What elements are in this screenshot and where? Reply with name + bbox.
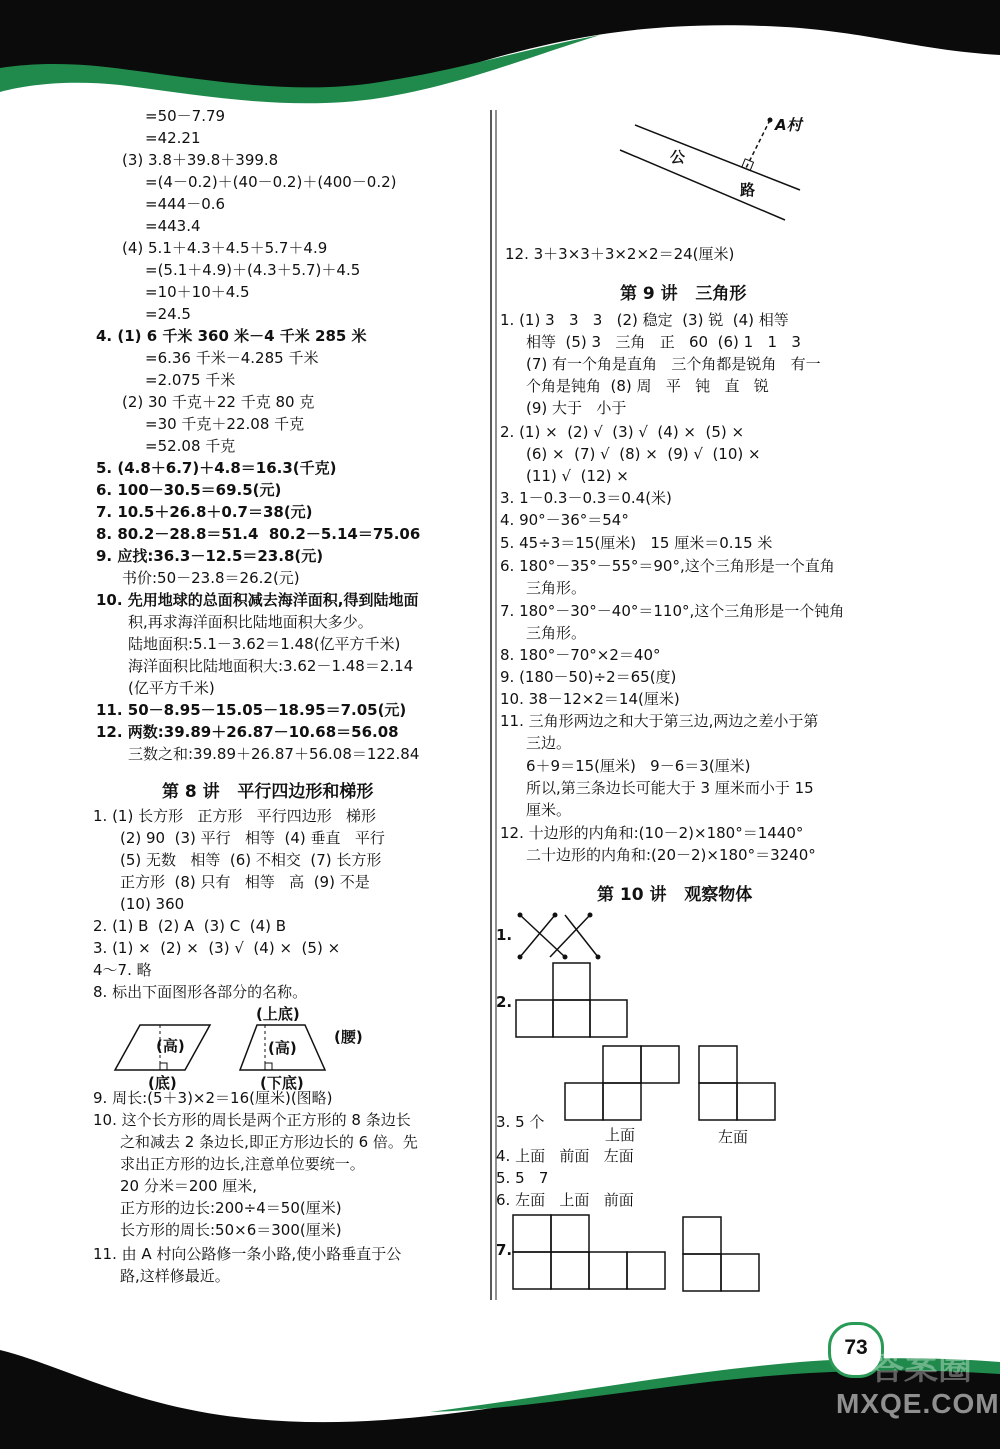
left-line: =(5.1＋4.9)＋(4.3＋5.7)＋4.5 — [145, 261, 361, 279]
left-line: 10. 先用地球的总面积减去海洋面积,得到陆地面 — [96, 591, 419, 609]
watermark-url: MXQE.COM — [836, 1388, 1000, 1419]
left-line: =24.5 — [145, 305, 191, 323]
leg-label: (腰) — [334, 1028, 363, 1046]
height-label-2: (高) — [268, 1039, 297, 1057]
left-line: 长方形的周长:50×6＝300(厘米) — [120, 1221, 342, 1239]
left-line: 三数之和:39.89＋26.87＋56.08＝122.84 — [128, 745, 420, 763]
q2-cube-view — [515, 962, 635, 1042]
left-line: 陆地面积:5.1－3.62＝1.48(亿平方千米) — [128, 635, 401, 653]
left-line: 1. (1) 长方形 正方形 平行四边形 梯形 — [93, 807, 377, 825]
top-view-label: 上面 — [605, 1126, 636, 1144]
q7-label: 7. — [496, 1241, 513, 1259]
left-line: (10) 360 — [120, 895, 185, 913]
q1-label: 1. — [496, 926, 513, 944]
left-line: (5) 无数 相等 (6) 不相交 (7) 长方形 — [120, 851, 382, 869]
base-label: (底) — [148, 1074, 177, 1092]
q4-label: 4. 上面 前面 左面 — [496, 1147, 634, 1165]
q2-label: 2. — [496, 993, 513, 1011]
right-line: 10. 38－12×2＝14(厘米) — [500, 690, 680, 708]
heading-lecture-8: 第 8 讲 平行四边形和梯形 — [162, 782, 374, 802]
left-line: (2) 90 (3) 平行 相等 (4) 垂直 平行 — [120, 829, 385, 847]
left-line: =42.21 — [145, 129, 201, 147]
q3-top-view — [563, 1045, 688, 1125]
left-line: 6. 100－30.5＝69.5(元) — [96, 481, 282, 499]
left-line: 9. 应找:36.3－12.5＝23.8(元) — [96, 547, 324, 565]
left-line: 书价:50－23.8＝26.2(元) — [122, 569, 300, 587]
left-line: =444－0.6 — [145, 195, 226, 213]
heading-lecture-9: 第 9 讲 三角形 — [620, 284, 747, 304]
left-line: 5. (4.8＋6.7)＋4.8＝16.3(千克) — [96, 459, 337, 477]
left-line: 8. 80.2－28.8＝51.4 80.2－5.14＝75.06 — [96, 525, 421, 543]
right-line: (7) 有一个角是直角 三个角都是锐角 有一 — [526, 355, 821, 373]
page-number: 73 — [828, 1322, 884, 1378]
left-line: (亿平方千米) — [128, 679, 215, 697]
left-line: =10＋10＋4.5 — [145, 283, 250, 301]
right-line: 厘米。 — [526, 801, 572, 819]
left-line: =(4－0.2)＋(40－0.2)＋(400－0.2) — [145, 173, 397, 191]
left-line: (4) 5.1＋4.3＋4.5＋5.7＋4.9 — [122, 239, 328, 257]
right-line: 2. (1) × (2) √ (3) √ (4) × (5) × — [500, 423, 745, 441]
road-label-gong: 公 — [670, 148, 686, 166]
right-line: (9) 大于 小于 — [526, 399, 627, 417]
watermark-cn: 答案圈 — [870, 1348, 972, 1388]
left-line: 正方形的边长:200÷4＝50(厘米) — [120, 1199, 342, 1217]
left-line: 10. 这个长方形的周长是两个正方形的 8 条边长 — [93, 1111, 411, 1129]
left-line: 海洋面积比陆地面积大:3.62－1.48＝2.14 — [128, 657, 414, 675]
left-line: 求出正方形的边长,注意单位要统一。 — [120, 1155, 365, 1173]
heading-lecture-10: 第 10 讲 观察物体 — [597, 885, 753, 905]
q7-views — [511, 1213, 771, 1295]
left-line: 7. 10.5＋26.8＋0.7＝38(元) — [96, 503, 313, 521]
left-line: =52.08 千克 — [145, 437, 236, 455]
right-line: 1. (1) 3 3 3 (2) 稳定 (3) 锐 (4) 相等 — [500, 311, 789, 329]
q3-left-view — [697, 1045, 782, 1125]
right-line: 6. 180°－35°－55°＝90°,这个三角形是一个直角 — [500, 557, 835, 575]
right-line: 相等 (5) 3 三角 正 60 (6) 1 1 3 — [526, 333, 801, 351]
left-line: 3. (1) × (2) × (3) √ (4) × (5) × — [93, 939, 341, 957]
right-line: 4. 90°－36°＝54° — [500, 511, 629, 529]
right-line: (11) √ (12) × — [526, 467, 629, 485]
left-line: =50－7.79 — [145, 107, 226, 125]
right-line: 12. 3＋3×3＋3×2×2＝24(厘米) — [505, 245, 735, 263]
bottom-base-label: (下底) — [260, 1074, 304, 1092]
left-line: 2. (1) B (2) A (3) C (4) B — [93, 917, 287, 935]
left-line: =2.075 千米 — [145, 371, 236, 389]
village-a-label: A村 — [775, 116, 802, 134]
left-line: =30 千克＋22.08 千克 — [145, 415, 305, 433]
right-line: 三角形。 — [526, 624, 587, 642]
right-line: (6) × (7) √ (8) × (9) √ (10) × — [526, 445, 761, 463]
left-line: 之和减去 2 条边长,即正方形边长的 6 倍。先 — [120, 1133, 418, 1151]
left-line: 12. 两数:39.89＋26.87－10.68＝56.08 — [96, 723, 399, 741]
right-line: 6＋9＝15(厘米) 9－6＝3(厘米) — [526, 757, 751, 775]
right-line: 9. (180－50)÷2＝65(度) — [500, 668, 677, 686]
left-line: =443.4 — [145, 217, 201, 235]
right-line: 12. 十边形的内角和:(10－2)×180°＝1440° — [500, 824, 804, 842]
right-line: 三边。 — [526, 734, 572, 752]
left-line: 4. (1) 6 千米 360 米－4 千米 285 米 — [96, 327, 367, 345]
right-line: 个角是钝角 (8) 周 平 钝 直 锐 — [526, 377, 769, 395]
left-view-label: 左面 — [718, 1128, 749, 1146]
right-line: 二十边形的内角和:(20－2)×180°＝3240° — [526, 846, 816, 864]
left-line: 正方形 (8) 只有 相等 高 (9) 不是 — [120, 873, 370, 891]
left-line: 20 分米＝200 厘米, — [120, 1177, 258, 1195]
road-label-lu: 路 — [740, 181, 756, 199]
left-line: 8. 标出下面图形各部分的名称。 — [93, 983, 308, 1001]
q3-label: 3. 5 个 — [496, 1113, 545, 1131]
right-line: 三角形。 — [526, 579, 587, 597]
left-line: 11. 由 A 村向公路修一条小路,使小路垂直于公 — [93, 1245, 402, 1263]
top-base-label: (上底) — [256, 1005, 300, 1023]
q6-label: 6. 左面 上面 前面 — [496, 1191, 634, 1209]
right-line: 11. 三角形两边之和大于第三边,两边之差小于第 — [500, 712, 819, 730]
right-line: 3. 1－0.3－0.3＝0.4(米) — [500, 489, 672, 507]
left-line: (2) 30 千克＋22 千克 80 克 — [122, 393, 315, 411]
left-line: (3) 3.8＋39.8＋399.8 — [122, 151, 279, 169]
left-line: 9. 周长:(5＋3)×2＝16(厘米)(图略) — [93, 1089, 333, 1107]
right-line: 所以,第三条边长可能大于 3 厘米而小于 15 — [526, 779, 814, 797]
right-line: 5. 45÷3＝15(厘米) 15 厘米＝0.15 米 — [500, 534, 773, 552]
right-line: 8. 180°－70°×2＝40° — [500, 646, 661, 664]
height-label-1: (高) — [156, 1037, 185, 1055]
left-line: 11. 50－8.95－15.05－18.95＝7.05(元) — [96, 701, 407, 719]
left-line: 路,这样修最近。 — [120, 1267, 230, 1285]
right-line: 7. 180°－30°－40°＝110°,这个三角形是一个钝角 — [500, 602, 845, 620]
left-line: =6.36 千米－4.285 千米 — [145, 349, 319, 367]
left-line: 积,再求海洋面积比陆地面积大多少。 — [128, 613, 373, 631]
left-line: 4～7. 略 — [93, 961, 152, 979]
q5-label: 5. 5 7 — [496, 1169, 549, 1187]
matching-lines-figure — [510, 905, 610, 965]
